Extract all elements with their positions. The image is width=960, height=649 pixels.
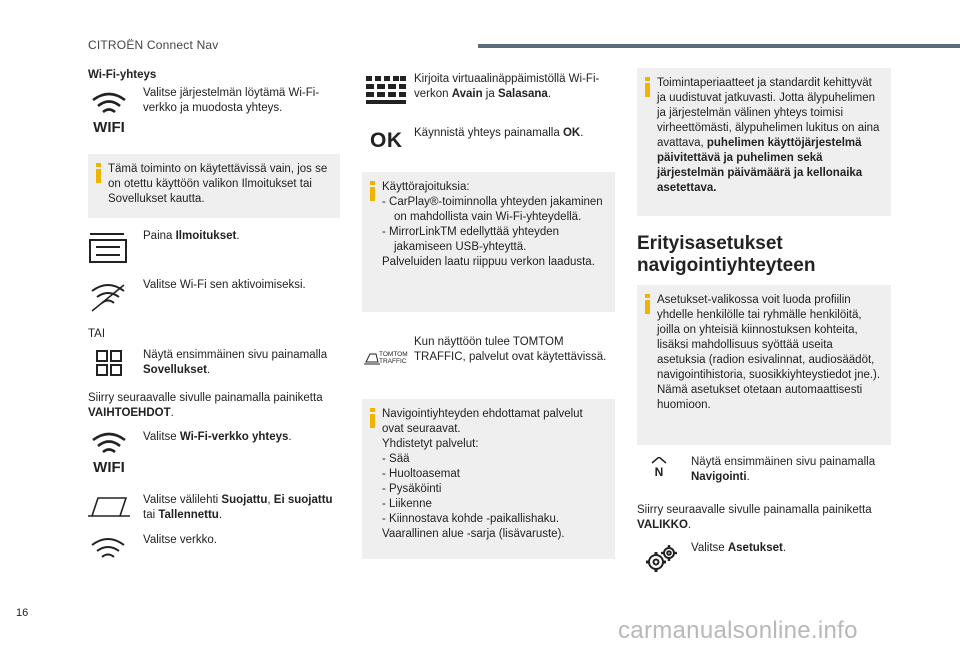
step-press-navigation: Näytä ensimmäinen sivu painamalla Navigointi. xyxy=(691,456,876,483)
keyboard-icon xyxy=(366,76,406,104)
step-select-network-2: Valitse verkko. xyxy=(143,534,217,546)
wifi-network-icon xyxy=(88,535,128,561)
wifi-icon xyxy=(88,281,128,313)
header-bar xyxy=(478,44,960,48)
step-menu-page: Siirry seuraavalle sivulle painamalla painiketta VALIKKO. xyxy=(637,504,872,531)
info-icon xyxy=(368,408,378,428)
notifications-list-icon xyxy=(88,230,128,266)
info-note-limitations: Käyttörajoituksia: - CarPlay®-toiminnolla yhteyden jakaminen on mahdollista vain Wi-Fi-yhteydellä. - MirrorLinkTM edellyttää yhteyden jakamiseen USB-yhteyttä. Palveluiden laatu riippuu verkon laadusta. xyxy=(362,172,615,312)
page-number: 16 xyxy=(16,607,29,619)
section-heading: Erityisasetukset navigointiyhteyteen xyxy=(637,233,816,276)
step-options-page: Siirry seuraavalle sivulle painamalla painiketta VAIHTOEHDOT. xyxy=(88,392,323,419)
step-wifi-network-connection: Valitse Wi-Fi-verkko yhteys. xyxy=(143,431,292,443)
or-label: TAI xyxy=(88,328,106,340)
step-applications: Näytä ensimmäinen sivu painamalla Sovellukset. xyxy=(143,349,328,376)
wifi-label-icon xyxy=(86,88,132,134)
navigation-arrow-icon xyxy=(650,457,668,479)
info-note-notifications xyxy=(88,154,340,218)
info-note-services: Navigointiyhteyden ehdottamat palvelut ovat seuraavat. Yhdistetyt palvelut: - Sää - Huoltoasemat - Pysäköinti - Liikenne - Kiinnostava kohde -paikallishaku. Vaarallinen alue -sarja (lisävaruste). xyxy=(362,399,615,559)
manual-header-title: CITROËN Connect Nav xyxy=(88,38,219,52)
watermark: carmanualsonline.info xyxy=(618,617,858,644)
settings-gears-icon xyxy=(644,544,678,576)
info-note-profiles: Asetukset-valikossa voit luoda profiilin yhdelle henkilölle tai ryhmälle henkilöitä, joilla on yhteisiä kiinnostuksen kohteita, lisäksi mahdollisuus syöttää useita asetuksia (radion esivalinnat, audiosäädöt, navigointihistoria, suosikkiyhteystiedot jne.). Nämä asetukset otetaan automaattisesti huomioon. xyxy=(637,285,891,445)
tomtom-traffic-icon: TOMTOM TRAFFIC xyxy=(364,350,408,368)
info-icon xyxy=(643,77,653,97)
step-tomtom-traffic: Kun näyttöön tulee TOMTOM TRAFFIC, palvelut ovat käytettävissä. xyxy=(414,336,607,363)
section-title-wifi: Wi-Fi-yhteys xyxy=(88,69,157,81)
info-icon xyxy=(643,294,653,314)
applications-grid-icon xyxy=(96,350,122,376)
step-select-network: Valitse järjestelmän löytämä Wi-Fi-verkko ja muodosta yhteys. xyxy=(143,87,320,114)
step-select-tab: Valitse välilehti Suojattu, Ei suojattu tai Tallennettu. xyxy=(143,494,333,521)
step-press-notifications: Paina Ilmoitukset. xyxy=(143,230,240,242)
info-note-standards: Toimintaperiaatteet ja standardit kehittyvät ja uudistuvat jatkuvasti. Jotta älypuhelimen ja järjestelmän välinen yhteys toimisi virheettömästi, älypuhelimen lukitus on aina avattava, puhelimen käyttöjärjestelmä päivitettävä ja puhelimen sekä järjestelmän päivämäärä ja kellonaika asetettava. xyxy=(637,68,891,216)
info-icon xyxy=(368,181,378,201)
step-press-ok: Käynnistä yhteys painamalla OK. xyxy=(414,127,584,139)
info-icon xyxy=(94,163,104,183)
note-text: Tämä toiminto on käytettävissä vain, jos se on otettu käyttöön valikon Ilmoitukset tai Sovellukset kautta. xyxy=(108,163,328,205)
step-select-settings: Valitse Asetukset. xyxy=(691,542,787,554)
svg-text:WIFI: WIFI xyxy=(93,459,125,474)
tabs-icon xyxy=(88,494,130,518)
ok-icon: OK xyxy=(370,129,403,152)
svg-text:WIFI: WIFI xyxy=(93,119,125,134)
step-enter-key: Kirjoita virtuaalinäppäimistöllä Wi-Fi-verkon Avain ja Salasana. xyxy=(414,73,600,100)
wifi-label-icon-2 xyxy=(86,428,132,474)
svg-text:N: N xyxy=(654,465,664,479)
step-activate-wifi: Valitse Wi-Fi sen aktivoimiseksi. xyxy=(143,279,306,291)
